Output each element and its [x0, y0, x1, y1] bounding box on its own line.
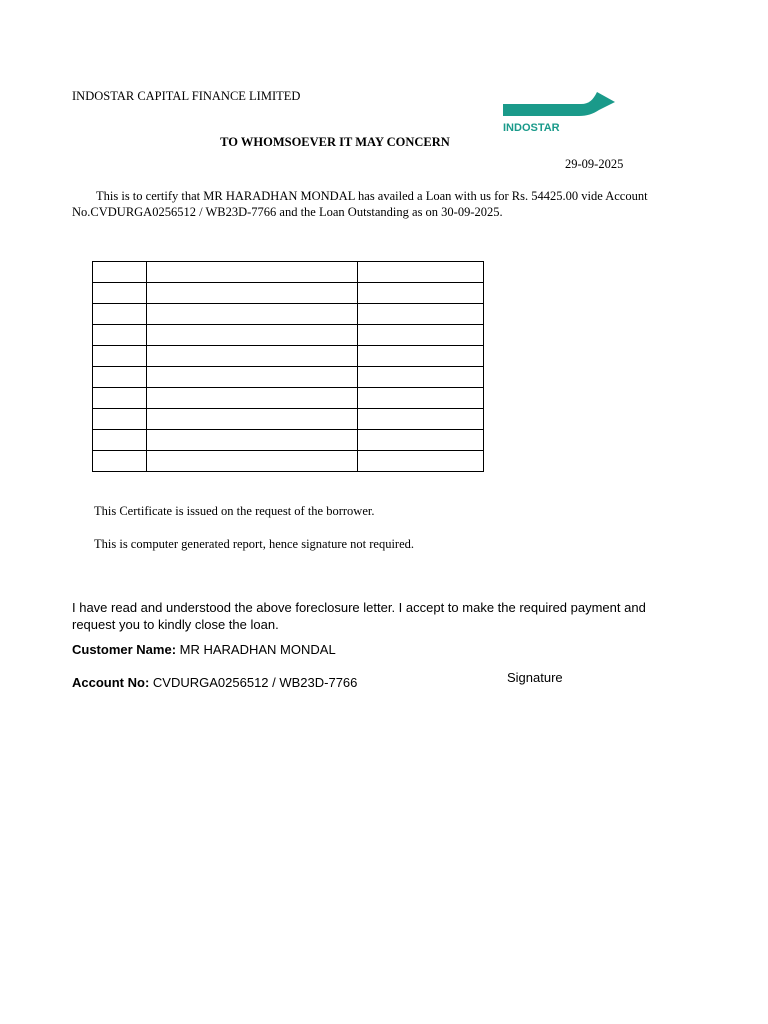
table-row: [93, 262, 484, 283]
table-cell: [93, 283, 147, 304]
letter-heading: TO WHOMSOEVER IT MAY CONCERN: [220, 135, 450, 149]
table-cell: [147, 367, 358, 388]
loan-details-table: [92, 261, 484, 472]
table-cell: [147, 325, 358, 346]
table-cell: [358, 262, 484, 283]
computer-generated-note: This is computer generated report, hence signature not required.: [94, 537, 415, 551]
table-cell: [358, 325, 484, 346]
table-cell: [358, 346, 484, 367]
certificate-paragraph: [72, 188, 672, 220]
account-number-label: Account No:: [72, 675, 150, 690]
signature-label: Signature: [507, 670, 563, 685]
table-cell: [93, 388, 147, 409]
table-cell: [147, 304, 358, 325]
indostar-logo: [503, 90, 617, 134]
table-cell: [358, 451, 484, 472]
certificate-text: This is to certify that MR HARADHAN MONDAL has availed a Loan with us for Rs. 54425.00 vide Account No.CVDURGA0256512 / WB23D-7766 and the Loan Outstanding as on 30-09-2025.: [72, 189, 648, 219]
account-number-row: [72, 675, 357, 690]
table-cell: [93, 262, 147, 283]
table-row: [93, 388, 484, 409]
table-row: [93, 346, 484, 367]
acknowledgement-paragraph: I have read and understood the above foreclosure letter. I accept to make the required payment and request you to kindly close the loan.: [72, 600, 646, 632]
table-row: [93, 367, 484, 388]
table-cell: [93, 430, 147, 451]
table-cell: [147, 430, 358, 451]
table-cell: [358, 409, 484, 430]
letter-date: 29-09-2025: [565, 157, 624, 171]
table-cell: [147, 451, 358, 472]
table-row: [93, 409, 484, 430]
table-cell: [93, 325, 147, 346]
table-cell: [147, 346, 358, 367]
table-cell: [93, 409, 147, 430]
account-number-value: CVDURGA0256512 / WB23D-7766: [152, 675, 358, 690]
table-cell: [358, 283, 484, 304]
table-cell: [93, 304, 147, 325]
customer-name-row: [72, 642, 336, 657]
table-cell: [147, 409, 358, 430]
table-cell: [147, 262, 358, 283]
issued-note: This Certificate is issued on the request of the borrower.: [94, 504, 375, 518]
table-cell: [358, 367, 484, 388]
table-cell: [93, 451, 147, 472]
logo-swoosh-shape: [503, 92, 615, 116]
table-row: [93, 325, 484, 346]
table-cell: [358, 388, 484, 409]
table-row: [93, 430, 484, 451]
table-cell: [147, 283, 358, 304]
table-row: [93, 451, 484, 472]
table-cell: [147, 388, 358, 409]
table-cell: [358, 304, 484, 325]
table-cell: [93, 367, 147, 388]
table-cell: [93, 346, 147, 367]
logo-text: INDOSTAR: [503, 122, 560, 134]
table-row: [93, 304, 484, 325]
table-cell: [358, 430, 484, 451]
table-row: [93, 283, 484, 304]
company-name: INDOSTAR CAPITAL FINANCE LIMITED: [72, 89, 301, 103]
customer-name-label: Customer Name:: [72, 642, 177, 657]
customer-name-value: MR HARADHAN MONDAL: [179, 642, 336, 657]
